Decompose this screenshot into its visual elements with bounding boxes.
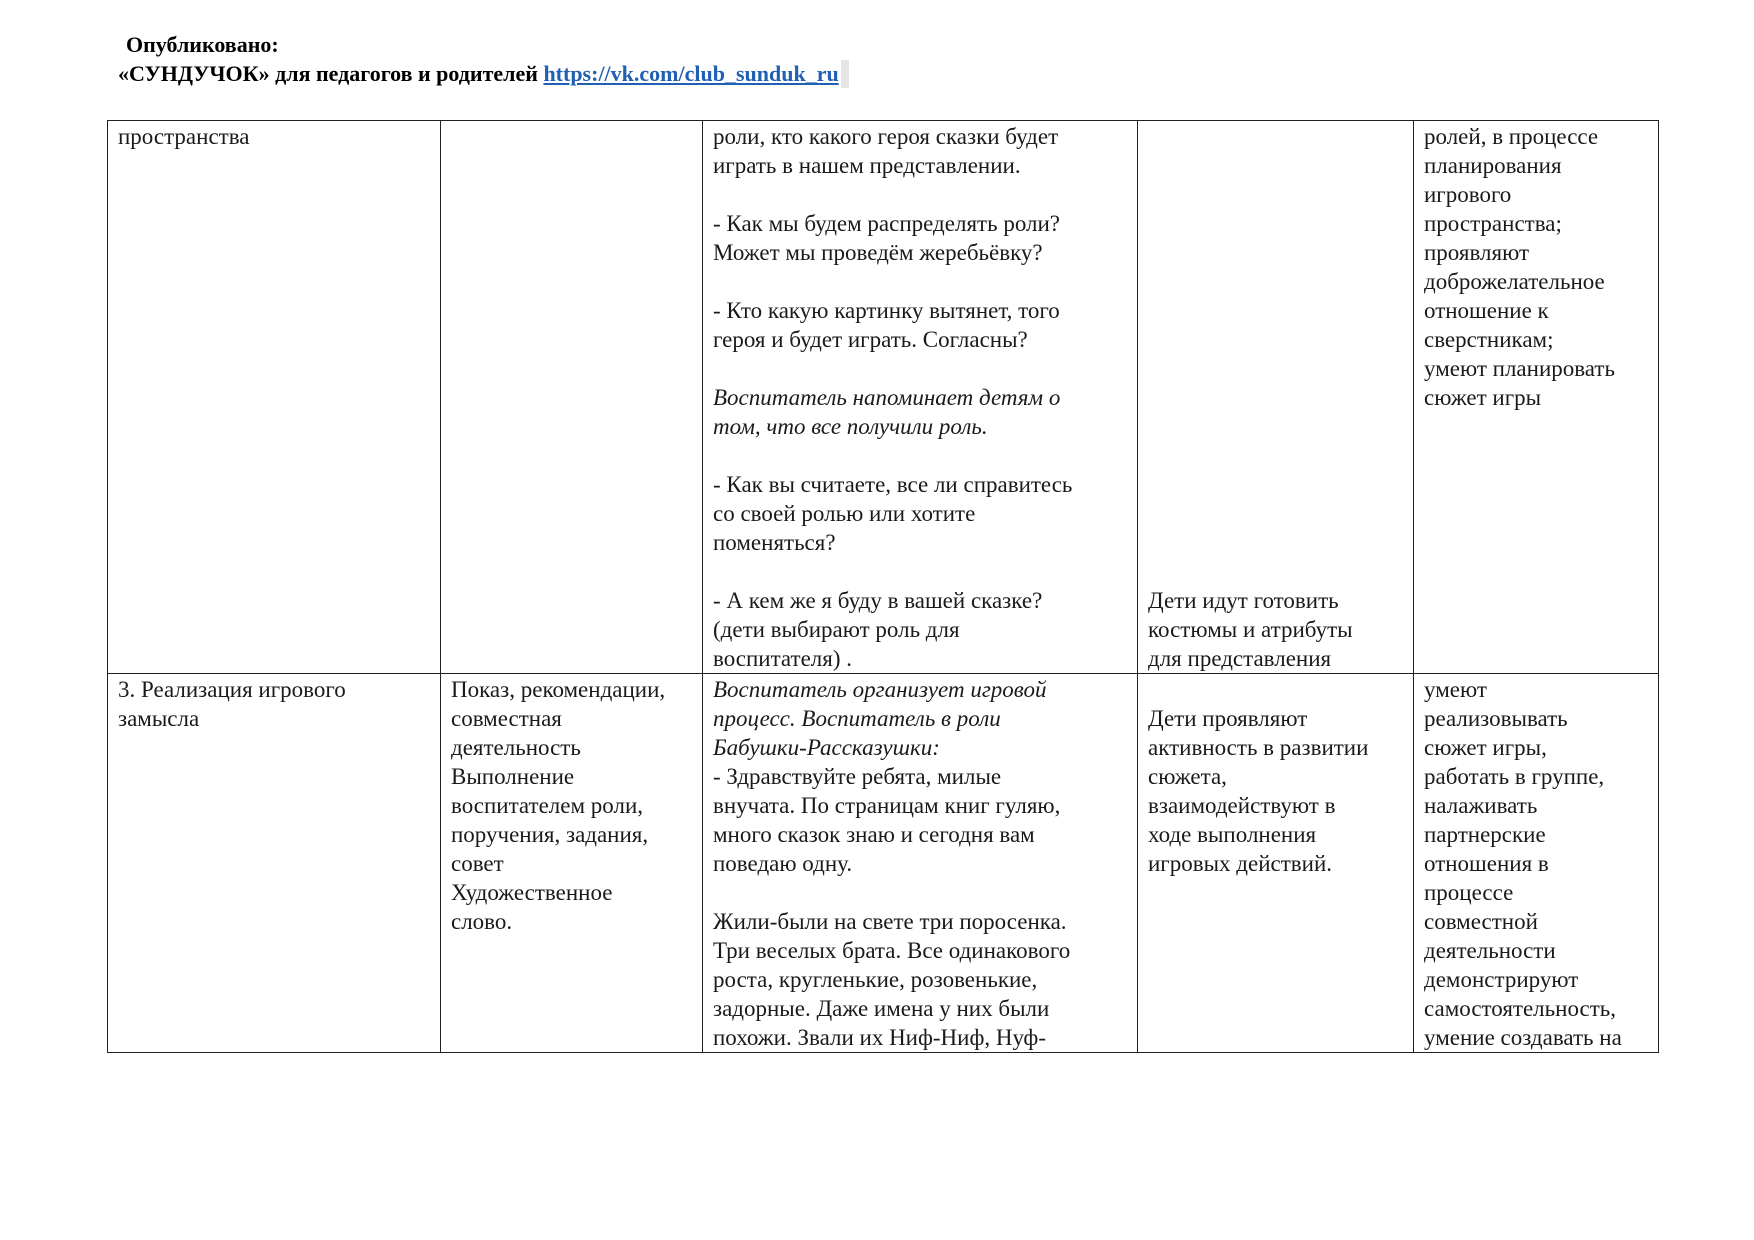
children-cell: [1138, 121, 1414, 674]
results-text: умеют реализовывать сюжет игры, работать в группе, налаживать партнерские отношения в процессе совместной деятельности демонстрируют самостоятельность, умение создавать на: [1424, 677, 1622, 1050]
activity-paragraph-italic: Воспитатель напоминает детям о том, что все получили роль.: [713, 385, 1061, 439]
stage-text: пространства: [118, 124, 250, 149]
children-text: Дети идут готовить костюмы и атрибуты для представления: [1148, 588, 1353, 671]
results-cell: [1414, 121, 1659, 674]
methods-text: Показ, рекомендации, совместная деятельность Выполнение воспитателем роли, поручения, задания, совет Художественное слово.: [451, 677, 666, 934]
table-row: [108, 674, 1659, 1053]
activity-paragraph: - Здравствуйте ребята, милые внучата. По страницам книг гуляю, много сказок знаю и сегодня вам поведаю одну.: [713, 764, 1061, 876]
activity-paragraph: - Кто какую картинку вытянет, того героя и будет играть. Согласны?: [713, 298, 1060, 352]
activity-paragraph: - Как мы будем распределять роли? Может мы проведём жеребьёвку?: [713, 211, 1061, 265]
activity-cell: [703, 121, 1138, 674]
publication-header: [118, 30, 849, 88]
published-label: Опубликовано:: [126, 32, 279, 57]
activity-paragraph: - Как вы считаете, все ли справитесь со своей ролью или хотите поменяться?: [713, 472, 1073, 555]
org-line: [118, 59, 849, 88]
stage-cell: [108, 674, 441, 1053]
org-name: «СУНДУЧОК» для педагогов и родителей: [118, 61, 538, 86]
results-cell: [1414, 674, 1659, 1053]
lesson-table: [107, 120, 1659, 1053]
stage-text: 3. Реализация игрового замысла: [118, 677, 346, 731]
activity-cell: [703, 674, 1138, 1053]
vk-link[interactable]: https://vk.com/club_sunduk_ru: [543, 61, 839, 86]
activity-paragraph-italic: Воспитатель организует игровой процесс. Воспитатель в роли Бабушки-Рассказушки:: [713, 677, 1047, 760]
activity-paragraph: Жили-были на свете три поросенка. Три веселых брата. Все одинакового роста, кругленькие, розовенькие, задорные. Даже имена у них были похожи. Звали их Ниф-Ниф, Нуф-: [713, 909, 1071, 1050]
stage-cell: [108, 121, 441, 674]
methods-cell: [441, 674, 703, 1053]
children-text: Дети проявляют активность в развитии сюжета, взаимодействуют в ходе выполнения игровых действий.: [1148, 706, 1369, 876]
results-text: ролей, в процессе планирования игрового пространства; проявляют доброжелательное отношение к сверстникам; умеют планировать сюжет игры: [1424, 124, 1615, 410]
activity-paragraph: - А кем же я буду в вашей сказке? (дети выбирают роль для воспитателя) .: [713, 588, 1043, 671]
activity-paragraph: роли, кто какого героя сказки будет играть в нашем представлении.: [713, 124, 1059, 178]
link-shade: [841, 60, 849, 88]
methods-cell: [441, 121, 703, 674]
table-row: [108, 121, 1659, 674]
children-cell: [1138, 674, 1414, 1053]
